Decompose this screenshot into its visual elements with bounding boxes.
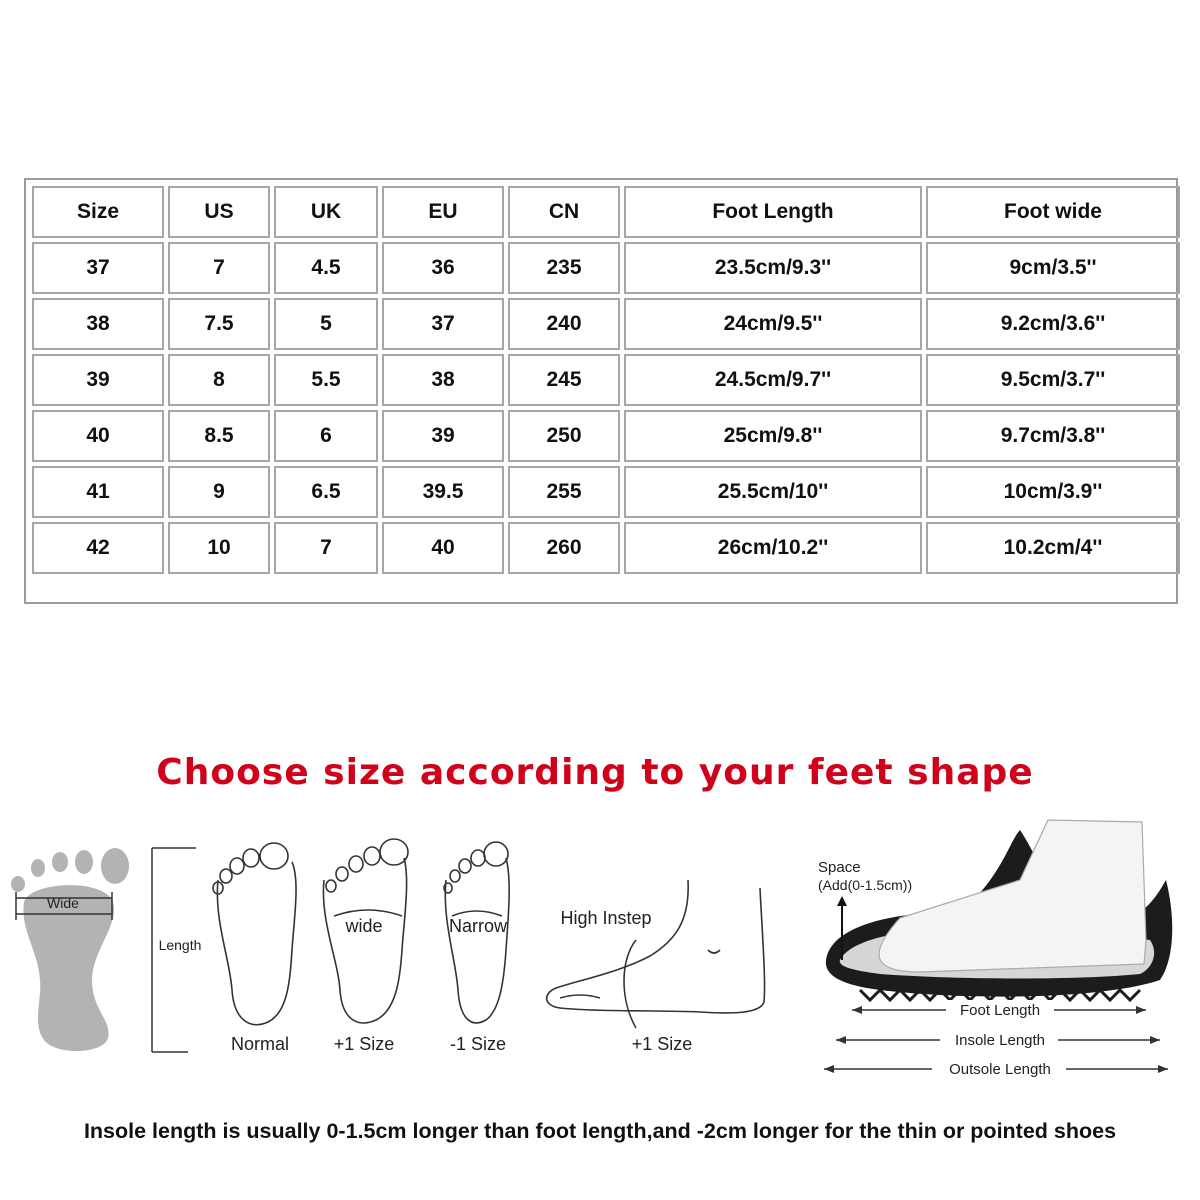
cell-foot-wide: 9.5cm/3.7'' [926, 354, 1180, 406]
wide-foot-label: wide [345, 916, 383, 936]
header-cn: CN [508, 186, 620, 238]
insole-length-label: Insole Length [954, 1032, 1046, 1049]
size-chart [24, 178, 1178, 604]
cell-cn: 250 [508, 410, 620, 462]
cell-us: 7 [168, 242, 270, 294]
cell-cn: 245 [508, 354, 620, 406]
table-row [32, 522, 1180, 574]
normal-caption: Normal [230, 1034, 290, 1054]
instep-label: High Instep [560, 908, 652, 928]
cell-us: 8 [168, 354, 270, 406]
cell-foot-wide: 10.2cm/4'' [926, 522, 1180, 574]
cell-foot-wide: 9cm/3.5'' [926, 242, 1180, 294]
cell-foot-length: 25cm/9.8'' [624, 410, 922, 462]
cell-uk: 6.5 [274, 466, 378, 518]
outsole-length-label: Outsole Length [949, 1061, 1051, 1078]
cell-size: 42 [32, 522, 164, 574]
cell-foot-length: 26cm/10.2'' [624, 522, 922, 574]
footprint-icon [11, 848, 129, 1051]
cell-us: 9 [168, 466, 270, 518]
cell-eu: 36 [382, 242, 504, 294]
cell-cn: 235 [508, 242, 620, 294]
foot-length-label: Foot Length [959, 1002, 1041, 1019]
space-sub-label: (Add(0-1.5cm)) [818, 877, 913, 893]
cell-foot-length: 23.5cm/9.3'' [624, 242, 922, 294]
table-row [32, 242, 1180, 294]
cell-cn: 240 [508, 298, 620, 350]
cell-foot-length: 24.5cm/9.7'' [624, 354, 922, 406]
cell-foot-wide: 10cm/3.9'' [926, 466, 1180, 518]
space-label: Space [818, 859, 861, 876]
guide-title: Choose size according to your feet shape [156, 752, 1034, 793]
cell-uk: 5 [274, 298, 378, 350]
instep-caption: +1 Size [631, 1034, 693, 1054]
narrow-caption: -1 Size [449, 1034, 507, 1054]
cell-foot-length: 24cm/9.5'' [624, 298, 922, 350]
cell-eu: 40 [382, 522, 504, 574]
cell-size: 37 [32, 242, 164, 294]
cell-foot-wide: 9.2cm/3.6'' [926, 298, 1180, 350]
header-eu: EU [382, 186, 504, 238]
cell-foot-length: 25.5cm/10'' [624, 466, 922, 518]
header-foot-length: Foot Length [624, 186, 922, 238]
cell-us: 7.5 [168, 298, 270, 350]
cell-size: 38 [32, 298, 164, 350]
cell-us: 8.5 [168, 410, 270, 462]
normal-foot-icon [213, 843, 296, 1025]
cell-eu: 37 [382, 298, 504, 350]
length-label: Length [158, 937, 202, 953]
header-uk: UK [274, 186, 378, 238]
high-instep-foot-icon [547, 880, 765, 1028]
cell-size: 39 [32, 354, 164, 406]
wide-caption: +1 Size [333, 1034, 395, 1054]
cell-foot-wide: 9.7cm/3.8'' [926, 410, 1180, 462]
cell-eu: 39 [382, 410, 504, 462]
table-row [32, 354, 1180, 406]
cell-eu: 38 [382, 354, 504, 406]
cell-us: 10 [168, 522, 270, 574]
cell-cn: 255 [508, 466, 620, 518]
cell-uk: 7 [274, 522, 378, 574]
shoe-diagram-icon [826, 820, 1172, 1000]
header-us: US [168, 186, 270, 238]
table-header-row [32, 186, 1180, 238]
size-table [28, 182, 1184, 578]
cell-eu: 39.5 [382, 466, 504, 518]
cell-uk: 6 [274, 410, 378, 462]
cell-uk: 5.5 [274, 354, 378, 406]
footer-note: Insole length is usually 0-1.5cm longer than foot length,and -2cm longer for the thin or pointed shoes [83, 1119, 1117, 1143]
cell-size: 40 [32, 410, 164, 462]
table-row [32, 466, 1180, 518]
header-size: Size [32, 186, 164, 238]
wide-label: Wide [47, 895, 79, 911]
cell-uk: 4.5 [274, 242, 378, 294]
table-row [32, 298, 1180, 350]
header-foot-wide: Foot wide [926, 186, 1180, 238]
cell-size: 41 [32, 466, 164, 518]
narrow-foot-label: Narrow [448, 916, 508, 936]
cell-cn: 260 [508, 522, 620, 574]
foot-shape-guide [0, 812, 1200, 1092]
table-row [32, 410, 1180, 462]
